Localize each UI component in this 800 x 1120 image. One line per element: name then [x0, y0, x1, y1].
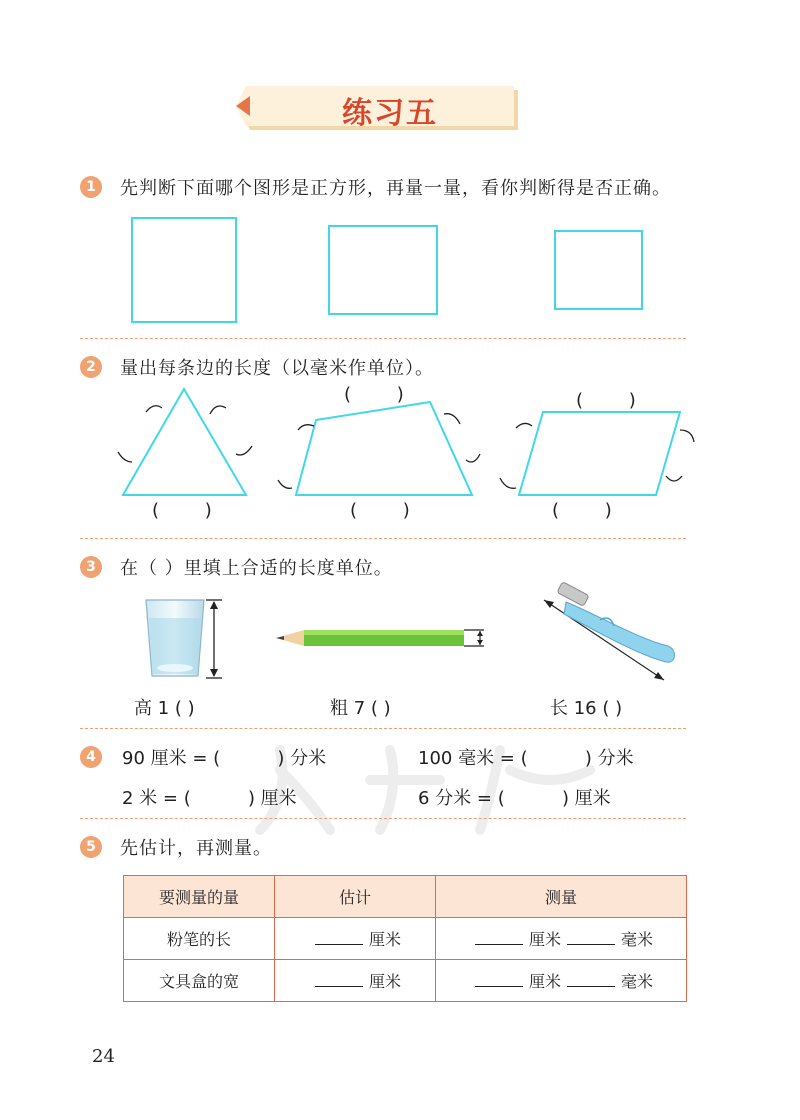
measure-blank-1[interactable] — [475, 972, 523, 987]
unit-label: 厘米 — [528, 930, 561, 949]
divider-4 — [80, 818, 686, 819]
unit-label: 毫米 — [621, 930, 654, 949]
header-estimate: 估计 — [275, 876, 436, 918]
quadrilateral-shape — [296, 402, 472, 495]
q2-paren-top-2: ( ) — [576, 390, 636, 411]
row-name: 粉笔的长 — [124, 918, 275, 960]
question-number-5: 5 — [80, 836, 102, 858]
page-title: 练习五 — [342, 96, 438, 131]
table-row — [124, 918, 687, 960]
measure-cell — [436, 918, 687, 960]
table-row — [124, 960, 687, 1002]
unit-label: 厘米 — [368, 972, 401, 991]
estimate-cell — [275, 960, 436, 1002]
divider-3 — [80, 728, 686, 729]
question-1-text: 先判断下面哪个图形是正方形，再量一量，看你判断得是否正确。 — [120, 178, 671, 199]
equation-1: 90 厘米 = ( ) 分米 — [122, 748, 327, 769]
q1-shapes — [0, 0, 800, 340]
parallelogram-shape — [519, 412, 680, 495]
row-name: 文具盒的宽 — [124, 960, 275, 1002]
toothbrush-length-label: 长 16 ( ) — [550, 698, 623, 719]
q2-paren-top-1: ( ) — [344, 384, 404, 405]
unit-label: 厘米 — [368, 930, 401, 949]
estimate-cell — [275, 918, 436, 960]
question-number-1: 1 — [80, 176, 102, 198]
header-quantity: 要测量的量 — [124, 876, 275, 918]
unit-label: 毫米 — [621, 972, 654, 991]
measure-cell — [436, 960, 687, 1002]
header-measure: 测量 — [436, 876, 687, 918]
square-shape-3 — [555, 231, 642, 309]
page-number: 24 — [92, 1046, 115, 1067]
triangle-shape — [123, 389, 246, 495]
pencil-thickness-label: 粗 7 ( ) — [330, 698, 391, 719]
table-header-row — [124, 876, 687, 918]
pencil-illustration — [270, 624, 496, 656]
toothbrush-illustration — [536, 580, 686, 684]
equation-3: 2 米 = ( ) 厘米 — [122, 788, 297, 809]
unit-label: 厘米 — [528, 972, 561, 991]
glass-height-label: 高 1 ( ) — [134, 698, 195, 719]
rectangle-shape-1 — [132, 218, 236, 322]
question-3-text: 在（ ）里填上合适的长度单位。 — [120, 558, 393, 579]
equation-4: 6 分米 = ( ) 厘米 — [418, 788, 611, 809]
question-number-2: 2 — [80, 356, 102, 378]
measure-blank-2[interactable] — [567, 972, 615, 987]
question-number-4: 4 — [80, 746, 102, 768]
question-5-text: 先估计，再测量。 — [120, 838, 272, 859]
question-number-3: 3 — [80, 556, 102, 578]
glass-illustration — [140, 596, 230, 686]
q2-paren-bottom-3: ( ) — [552, 500, 612, 521]
measure-blank-1[interactable] — [475, 930, 523, 945]
divider-2 — [80, 538, 686, 539]
question-2-text: 量出每条边的长度（以毫米作单位）。 — [120, 358, 434, 379]
side-paren-marks — [118, 406, 694, 489]
rectangle-shape-2 — [329, 226, 437, 314]
measure-blank-2[interactable] — [567, 930, 615, 945]
divider-1 — [80, 338, 686, 339]
q2-paren-bottom-1: ( ) — [152, 500, 212, 521]
equation-2: 100 毫米 = ( ) 分米 — [418, 748, 634, 769]
estimate-blank[interactable] — [315, 972, 363, 987]
estimate-blank[interactable] — [315, 930, 363, 945]
measurement-table — [123, 875, 687, 1002]
q2-paren-bottom-2: ( ) — [350, 500, 410, 521]
